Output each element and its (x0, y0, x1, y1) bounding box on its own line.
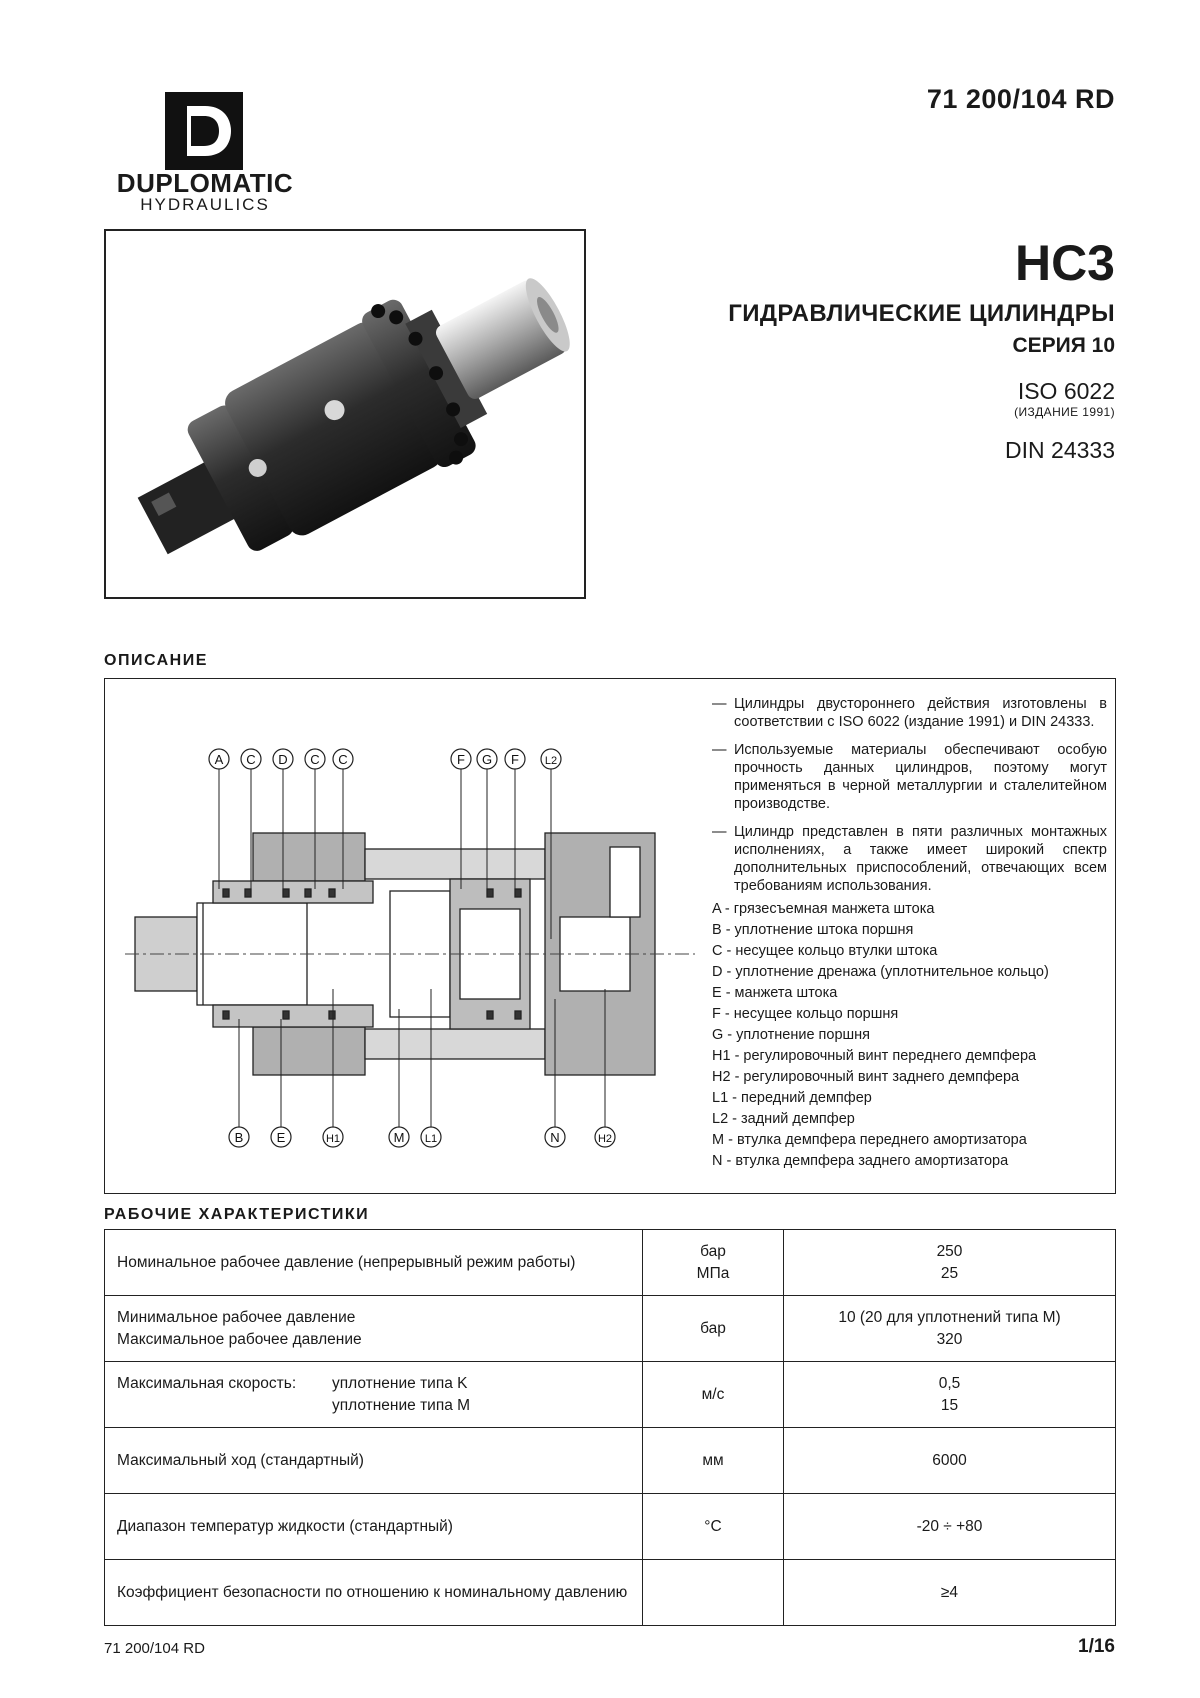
spec-name: Номинальное рабочее давление (непрерывный режим работы) (105, 1230, 643, 1296)
duplomatic-logo (105, 92, 305, 222)
product-name: ГИДРАВЛИЧЕСКИЕ ЦИЛИНДРЫ (728, 300, 1115, 327)
callout-bottom: N (550, 1130, 560, 1145)
legend-item: H2 - регулировочный винт заднего демпфера (712, 1069, 1020, 1085)
description-bullet (712, 695, 1107, 731)
callout-top: A (214, 752, 224, 767)
bullet-dash: — (712, 824, 727, 840)
callout-bottom: L1 (424, 1133, 438, 1145)
description-box (104, 678, 1116, 1194)
legend-item: A - грязесъемная манжета штока (712, 901, 935, 917)
document-number: 71 200/104 RD (926, 84, 1115, 114)
spec-name: Диапазон температур жидкости (стандартный) (105, 1494, 643, 1560)
table-row (105, 1362, 1116, 1428)
description-bullet (712, 823, 1107, 895)
din-standard: DIN 24333 (1005, 437, 1115, 463)
callout-top: C (310, 752, 320, 767)
spec-value: 10 (20 для уплотнений типа M) 320 (784, 1296, 1116, 1362)
callout-bottom: H2 (597, 1133, 613, 1145)
callout-top: C (338, 752, 348, 767)
characteristics-table (104, 1229, 1116, 1626)
callout-bottom: H1 (325, 1133, 341, 1145)
legend-item: L1 - передний демпфер (712, 1090, 872, 1106)
spec-name: Минимальное рабочее давление Максимальное рабочее давление (105, 1296, 643, 1362)
callout-top: C (246, 752, 256, 767)
logo-subtitle: HYDRAULICS (140, 195, 270, 214)
logo-d-icon (165, 92, 243, 170)
logo-brand: DUPLOMATIC (116, 168, 294, 198)
legend-item: H1 - регулировочный винт переднего демпфера (712, 1048, 1037, 1064)
callout-top: G (481, 752, 493, 767)
legend-item: C - несущее кольцо втулки штока (712, 943, 938, 959)
spec-unit: бар МПа (643, 1230, 784, 1296)
spec-unit: °C (643, 1494, 784, 1560)
spec-value: 6000 (784, 1428, 1116, 1494)
series-code: HC3 (1014, 235, 1115, 291)
spec-value: ≥4 (784, 1560, 1116, 1626)
description-heading: ОПИСАНИЕ (104, 652, 208, 669)
spec-name: Максимальный ход (стандартный) (105, 1428, 643, 1494)
legend-item: M - втулка демпфера переднего амортизатора (712, 1132, 1027, 1148)
spec-unit (643, 1560, 784, 1626)
spec-value: -20 ÷ +80 (784, 1494, 1116, 1560)
bullet-dash: — (712, 696, 727, 712)
table-row (105, 1230, 1116, 1296)
legend-item: L2 - задний демпфер (712, 1111, 855, 1127)
callout-top: F (457, 752, 465, 767)
legend-item: D - уплотнение дренажа (уплотнительное кольцо) (712, 964, 1049, 980)
callout-bottom: E (276, 1130, 286, 1145)
legend-item: F - несущее кольцо поршня (712, 1006, 899, 1022)
iso-edition-note: (ИЗДАНИЕ 1991) (1014, 405, 1115, 419)
callout-top: D (278, 752, 288, 767)
series-label: СЕРИЯ 10 (1012, 334, 1115, 357)
product-photo (104, 229, 586, 599)
callout-bottom: M (393, 1130, 405, 1145)
page-number: 1/16 (1078, 1636, 1115, 1657)
spec-value: 250 25 (784, 1230, 1116, 1296)
table-row (105, 1560, 1116, 1626)
bullet-dash: — (712, 742, 727, 758)
title-block (728, 235, 1115, 464)
footer-doc-number: 71 200/104 RD (104, 1640, 205, 1657)
spec-name: Максимальная скорость: уплотнение типа K уплотнение типа M (105, 1362, 643, 1428)
bullet-text: Цилиндры двустороннего действия изготовлены в соответствии с ISO 6022 (издание 1991) и DIN 24333. (734, 696, 1107, 730)
description-bullet (712, 741, 1107, 813)
spec-unit: м/с (643, 1362, 784, 1428)
bullet-text: Используемые материалы обеспечивают особую прочность данных цилиндров, поэтому могут применяться в черной металлургии и сталелитейном производстве. (734, 742, 1107, 812)
bullet-text: Цилиндр представлен в пяти различных монтажных исполнениях, а также имеет широкий спектр дополнительных приспособлений, отвечающих всем требованиям использования. (734, 824, 1107, 894)
table-row (105, 1428, 1116, 1494)
spec-unit: бар (643, 1296, 784, 1362)
callout-bottom: B (234, 1130, 244, 1145)
spec-unit: мм (643, 1428, 784, 1494)
cylinder-section-diagram (115, 739, 703, 1159)
spec-name: Коэффициент безопасности по отношению к номинальному давлению (105, 1560, 643, 1626)
description-text (712, 695, 1107, 1172)
legend-item: N - втулка демпфера заднего амортизатора (712, 1153, 1009, 1169)
table-row (105, 1296, 1116, 1362)
spec-value: 0,5 15 (784, 1362, 1116, 1428)
callout-top: F (511, 752, 519, 767)
table-row (105, 1494, 1116, 1560)
characteristics-heading: РАБОЧИЕ ХАРАКТЕРИСТИКИ (104, 1206, 370, 1223)
iso-standard: ISO 6022 (1017, 378, 1115, 404)
legend-item: B - уплотнение штока поршня (712, 922, 914, 938)
legend-item: E - манжета штока (712, 985, 838, 1001)
callout-top: L2 (544, 755, 558, 767)
legend-item: G - уплотнение поршня (712, 1027, 871, 1043)
